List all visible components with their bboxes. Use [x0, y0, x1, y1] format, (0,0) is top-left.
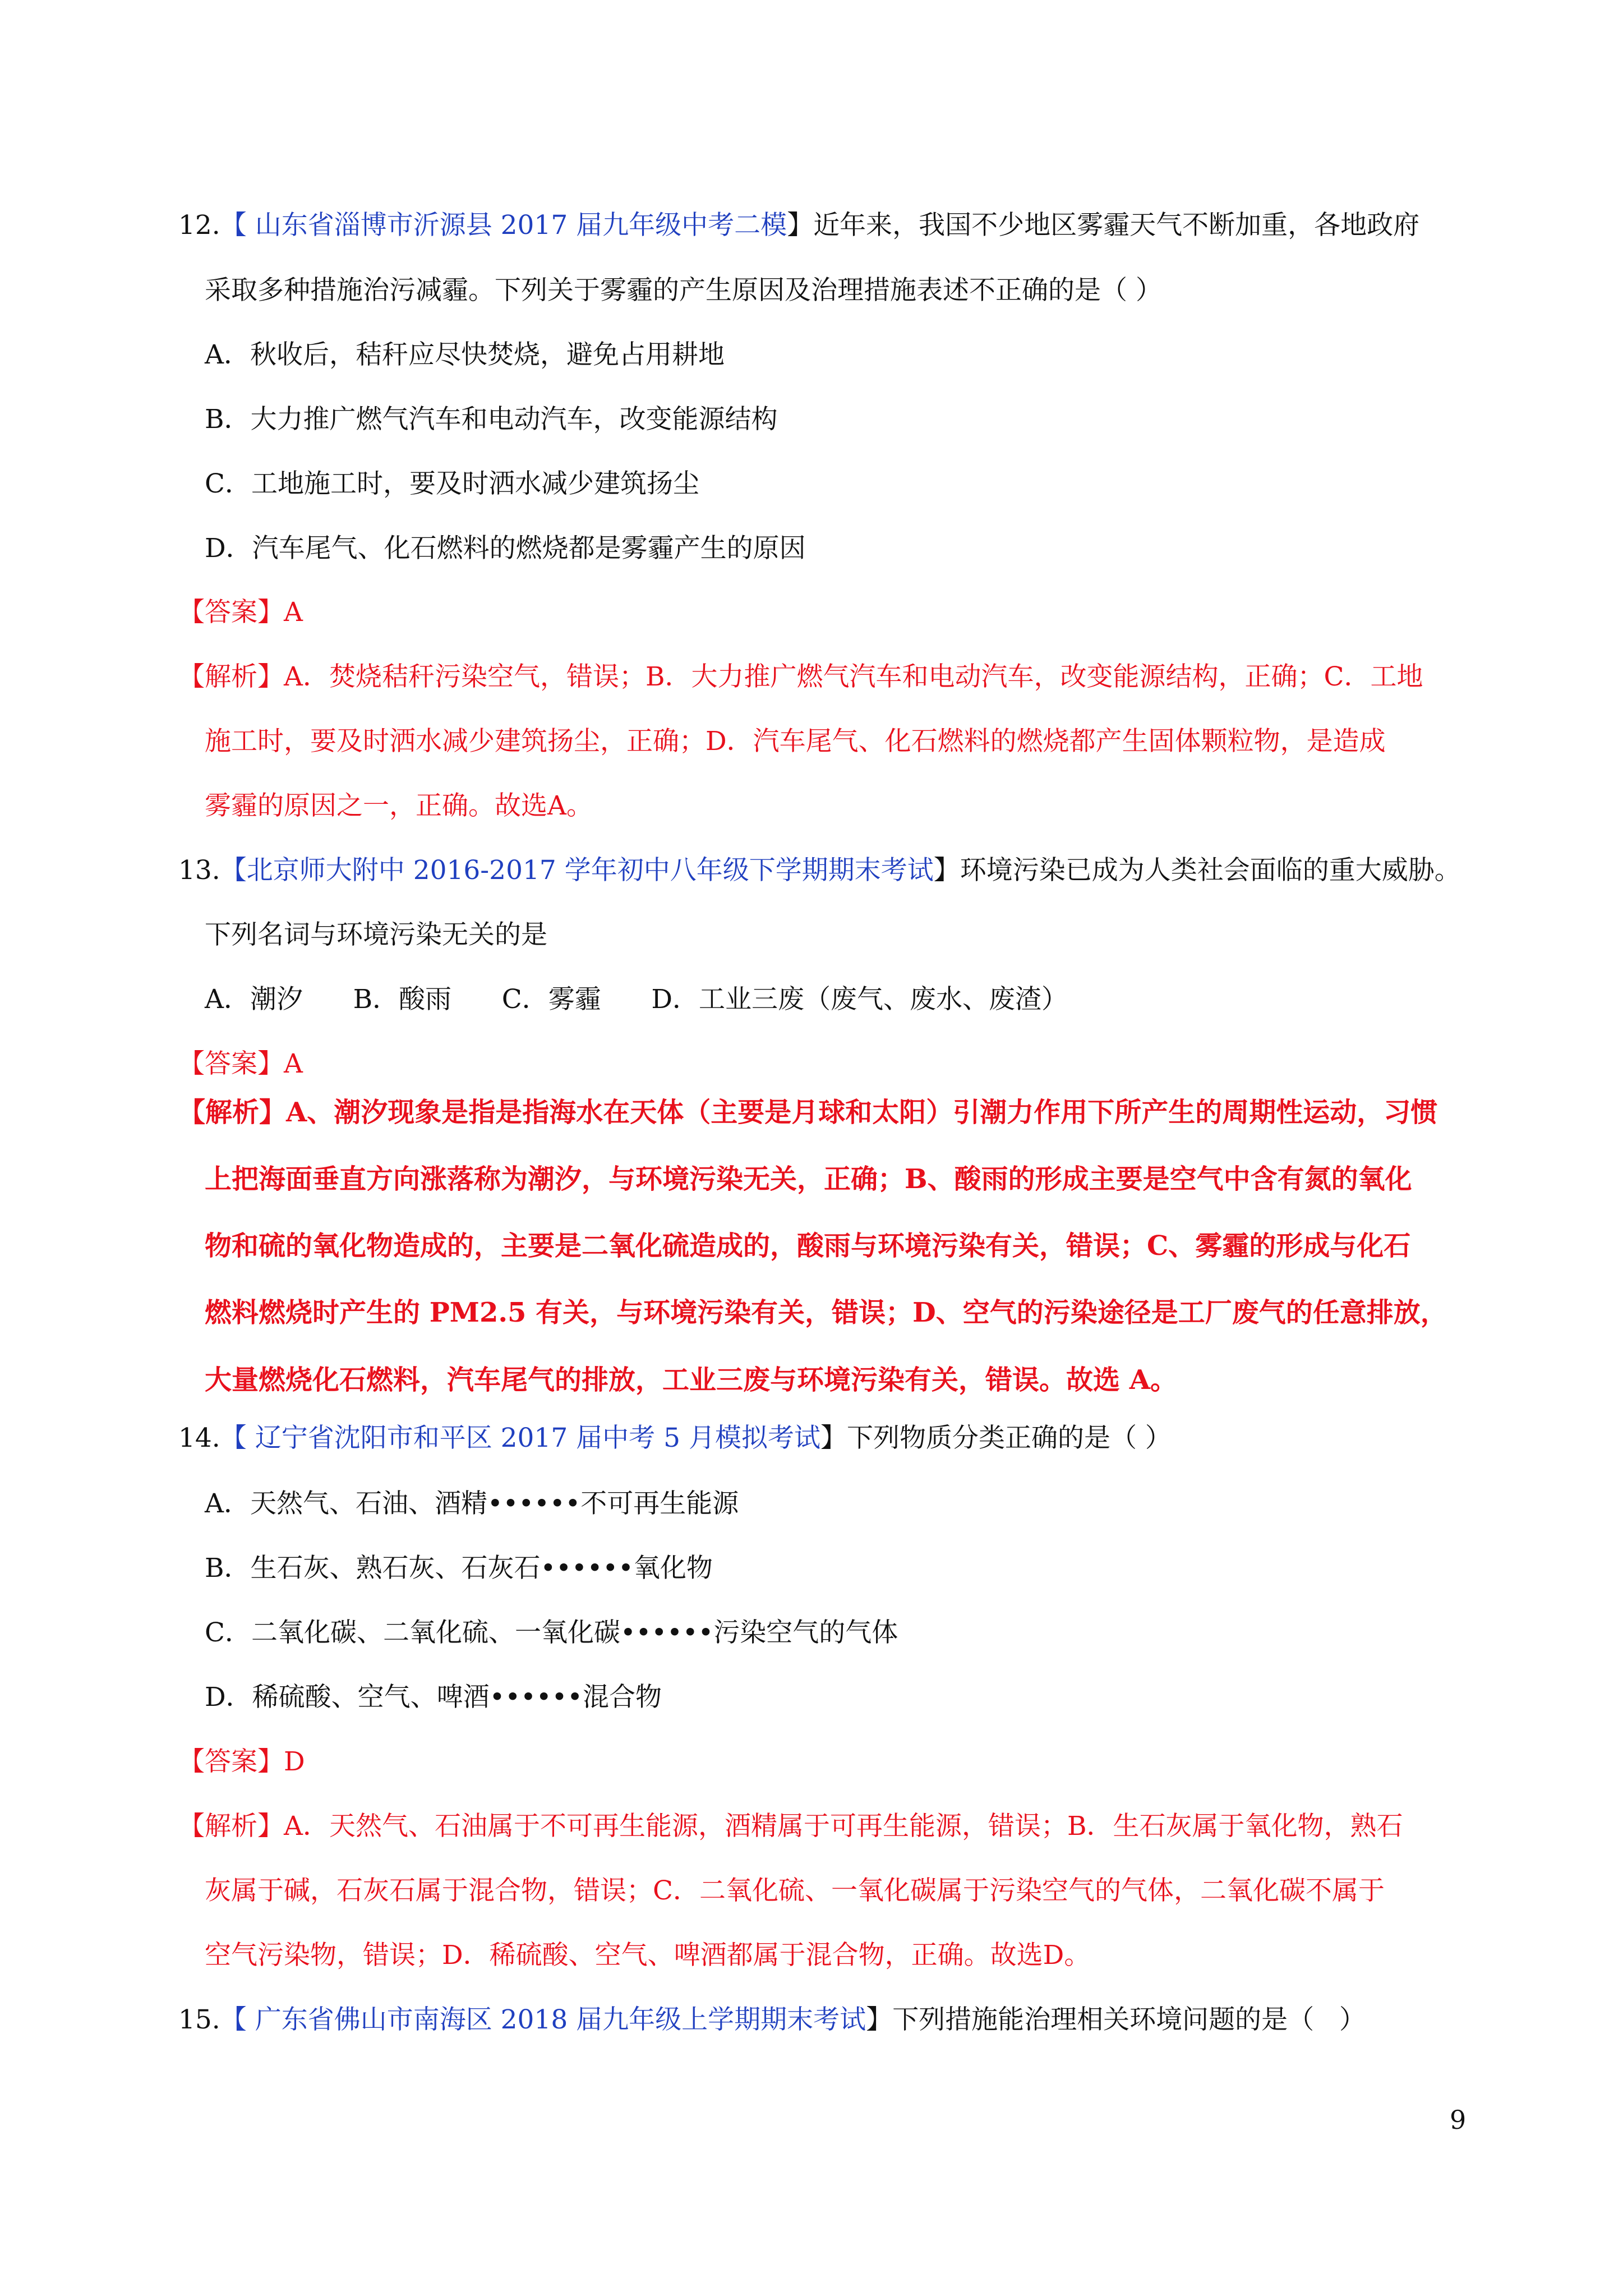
option-d: D．稀硫酸、空气、啤酒••••••混合物	[205, 1682, 662, 1713]
answer: 【答案】D	[178, 1746, 305, 1777]
analysis-line: 物和硫的氧化物造成的，主要是二氧化硫造成的，酸雨与环境污染有关，错误；C、雾霾的形成与化石	[205, 1230, 1411, 1262]
question-stem-line: 采取多种措施治污减霾。下列关于雾霾的产生原因及治理措施表述不正确的是（ ）	[205, 275, 1162, 306]
analysis-line: 灰属于碱，石灰石属于混合物，错误；C．二氧化硫、一氧化碳属于污染空气的气体，二氧化碳不属于	[205, 1875, 1385, 1906]
question-stem: 下列措施能治理相关环境问题的是（ ）	[892, 2004, 1366, 2035]
option-b: B．生石灰、熟石灰、石灰石••••••氧化物	[205, 1553, 713, 1584]
question-number: 15.	[178, 2004, 220, 2035]
analysis-line: 燃料燃烧时产生的 PM2.5 有关，与环境污染有关，错误；D、空气的污染途径是工厂废气的任意排放，	[205, 1297, 1447, 1328]
question-number: 13.	[178, 855, 220, 886]
analysis-line: 空气污染物，错误；D．稀硫酸、空气、啤酒都属于混合物，正确。故选D。	[205, 1940, 1091, 1971]
analysis-line: 上把海面垂直方向涨落称为潮汐，与环境污染无关，正确；B、酸雨的形成主要是空气中含有氮的氧化	[205, 1163, 1412, 1195]
answer: 【答案】A	[178, 1048, 303, 1079]
options-row: A．潮汐 B．酸雨 C．雾霾 D．工业三废（废气、废水、废渣）	[205, 984, 1068, 1015]
source-bracket-close: 】	[787, 210, 814, 241]
source-bracket-open: 【	[220, 210, 247, 241]
source-bracket-open: 【	[220, 1423, 247, 1453]
analysis-line: 【解析】A．焚烧秸秆污染空气，错误；B．大力推广燃气汽车和电动汽车，改变能源结构，正确；C．工地	[178, 661, 1423, 692]
option-c: C．工地施工时，要及时洒水减少建筑扬尘	[205, 468, 699, 499]
question-stem: 近年来，我国不少地区雾霾天气不断加重，各地政府	[813, 210, 1420, 241]
question-stem-line: 下列名词与环境污染无关的是	[205, 919, 547, 950]
option-a: A．天然气、石油、酒精••••••不可再生能源	[205, 1488, 739, 1519]
question-source: 广东省佛山市南海区 2018 届九年级上学期期末考试	[246, 2004, 866, 2035]
option-d: D．汽车尾气、化石燃料的燃烧都是雾霾产生的原因	[205, 533, 806, 564]
source-bracket-open: 【	[220, 855, 247, 886]
question-14-header	[178, 1421, 1172, 1455]
source-bracket-close: 】	[866, 2004, 893, 2035]
question-12-header	[178, 209, 1419, 242]
question-number: 12.	[178, 210, 220, 241]
analysis-line: 雾霾的原因之一，正确。故选A。	[205, 790, 593, 821]
question-source: 北京师大附中 2016-2017 学年初中八年级下学期期末考试	[246, 855, 934, 886]
question-number: 14.	[178, 1423, 220, 1453]
question-source: 辽宁省沈阳市和平区 2017 届中考 5 月模拟考试	[246, 1423, 820, 1453]
question-stem: 下列物质分类正确的是（ ）	[846, 1423, 1172, 1453]
option-a: A．秋收后，秸秆应尽快焚烧，避免占用耕地	[205, 339, 725, 370]
option-c: C．二氧化碳、二氧化硫、一氧化碳••••••污染空气的气体	[205, 1617, 898, 1648]
page-number: 9	[1450, 2105, 1467, 2135]
analysis-line: 【解析】A、潮汐现象是指是指海水在天体（主要是月球和太阳）引潮力作用下所产生的周期性运动，习惯	[178, 1097, 1438, 1128]
source-bracket-close: 】	[933, 855, 960, 886]
answer: 【答案】A	[178, 597, 303, 628]
question-stem: 环境污染已成为人类社会面临的重大威胁。	[960, 855, 1461, 886]
analysis-line: 【解析】A．天然气、石油属于不可再生能源，酒精属于可再生能源，错误；B．生石灰属于氧化物，熟石	[178, 1811, 1403, 1842]
analysis-line: 施工时，要及时洒水减少建筑扬尘，正确；D．汽车尾气、化石燃料的燃烧都产生固体颗粒物，是造成	[205, 726, 1386, 757]
analysis-line: 大量燃烧化石燃料，汽车尾气的排放，工业三废与环境污染有关，错误。故选 A。	[205, 1364, 1177, 1396]
question-13-header	[178, 854, 1461, 887]
source-bracket-open: 【	[220, 2004, 247, 2035]
question-source: 山东省淄博市沂源县 2017 届九年级中考二模	[246, 210, 787, 241]
option-b: B．大力推广燃气汽车和电动汽车，改变能源结构	[205, 404, 778, 435]
source-bracket-close: 】	[820, 1423, 847, 1453]
question-15-header	[178, 2003, 1366, 2037]
